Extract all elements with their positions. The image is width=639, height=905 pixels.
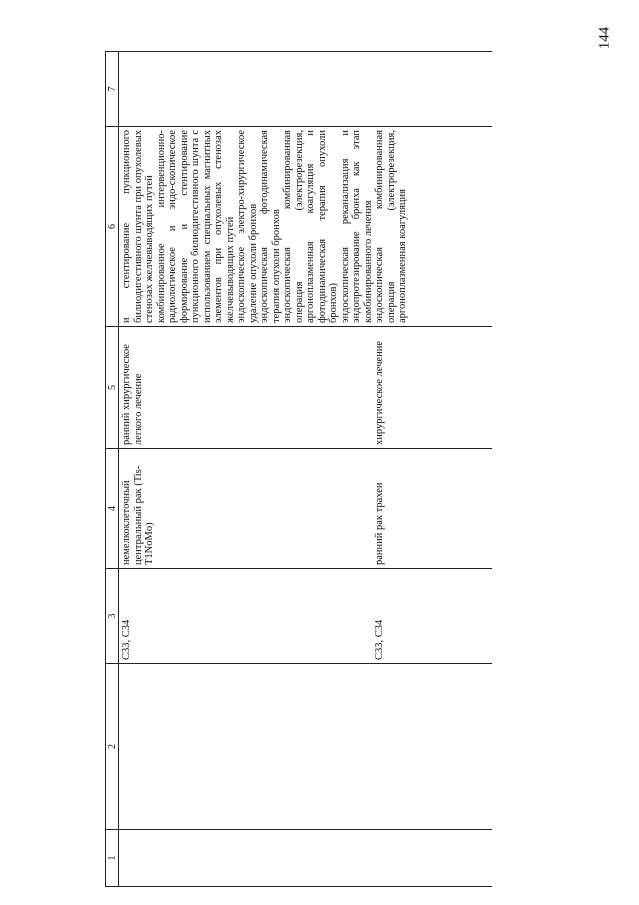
header-col-6: 6 [106, 127, 119, 327]
header-col-3: 3 [106, 569, 119, 664]
cell-col-2 [119, 664, 375, 830]
method-line: эндоскопическая комбинированная операция (электрорезекция, аргоноплазменная коагуляция [374, 130, 408, 323]
header-col-4: 4 [106, 449, 119, 569]
rotated-table-page [105, 52, 625, 887]
cell-icd-code: С33, С34 [374, 569, 492, 664]
header-col-5: 5 [106, 327, 119, 449]
cell-col-7 [119, 52, 375, 127]
cell-icd-code: С33, С34 [119, 569, 375, 664]
method-line: эндоскопическое электро-хирургическое удаление опухоли бронхов [236, 130, 259, 323]
cell-col-7 [374, 52, 492, 127]
cell-treatment-type: хирургическое лечение [374, 327, 492, 449]
cell-diagnosis: ранний рак трахеи [374, 449, 492, 569]
table-row [374, 52, 492, 887]
method-line: эндоскопическая комбинированная операция (электрорезекция, аргоноплазменная коагуляция и фотодинамическая терапия опухоли бронхов) [282, 130, 339, 323]
method-line: эндоскопическая реканализация и эндопротезирование бронха как этап комбинированного лечения [339, 130, 374, 323]
cell-col-1 [119, 830, 375, 887]
cell-treatment-type: ранний хирургическое легкого лечение [119, 327, 375, 449]
page-number: 144 [596, 26, 613, 50]
method-line: и стентирование пункционного билиодигестивного шунта при опухолевых стенозах желчевыводящих путей [121, 130, 155, 323]
medical-care-table [105, 51, 492, 887]
header-col-7: 7 [106, 52, 119, 127]
cell-col-1 [374, 830, 492, 887]
cell-methods [119, 127, 375, 327]
cell-methods [374, 127, 492, 327]
header-col-1: 1 [106, 830, 119, 887]
method-line: эндоскопическая фотодинамическая терапия опухоли бронхов [259, 130, 282, 323]
header-col-2: 2 [106, 664, 119, 830]
table-row [119, 52, 375, 887]
cell-col-2 [374, 664, 492, 830]
method-line: комбинированное интервенционно-радиологическое и эндо-скопическое формирование и стентирование пункционного билиодигестивного шунта с использованием специальных магнитных элементов при опухолевых стенозах желчевыводящих путей [155, 130, 236, 323]
header-row [106, 52, 119, 887]
cell-diagnosis: немелкоклеточный центральный рак (Tis-T1NoMo) [119, 449, 375, 569]
